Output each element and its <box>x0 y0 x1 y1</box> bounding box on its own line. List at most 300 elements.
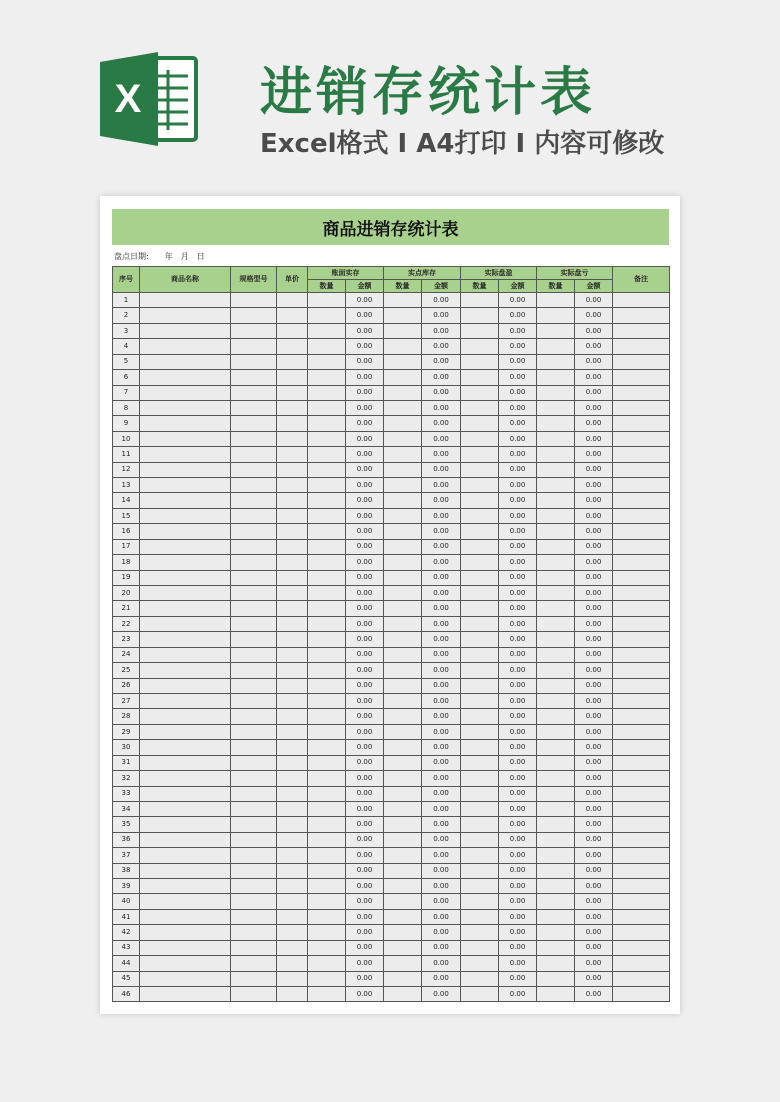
row-seq-cell[interactable]: 26 <box>113 678 140 693</box>
amount-cell[interactable]: 0.00 <box>422 447 461 462</box>
table-cell[interactable] <box>231 555 277 570</box>
table-cell[interactable] <box>537 385 575 400</box>
amount-cell[interactable]: 0.00 <box>575 586 613 601</box>
table-cell[interactable] <box>613 385 670 400</box>
amount-cell[interactable]: 0.00 <box>422 894 461 909</box>
table-cell[interactable] <box>277 786 308 801</box>
table-cell[interactable] <box>384 740 422 755</box>
table-cell[interactable] <box>537 616 575 631</box>
table-cell[interactable] <box>140 832 231 847</box>
amount-cell[interactable]: 0.00 <box>575 385 613 400</box>
table-cell[interactable] <box>384 693 422 708</box>
table-cell[interactable] <box>277 431 308 446</box>
amount-cell[interactable]: 0.00 <box>422 601 461 616</box>
table-cell[interactable] <box>613 755 670 770</box>
table-cell[interactable] <box>277 925 308 940</box>
table-cell[interactable] <box>537 986 575 1001</box>
table-cell[interactable] <box>140 570 231 585</box>
amount-cell[interactable]: 0.00 <box>422 740 461 755</box>
table-cell[interactable] <box>384 586 422 601</box>
table-cell[interactable] <box>277 771 308 786</box>
table-cell[interactable] <box>461 570 499 585</box>
table-cell[interactable] <box>384 601 422 616</box>
table-cell[interactable] <box>384 462 422 477</box>
table-cell[interactable] <box>231 909 277 924</box>
amount-cell[interactable]: 0.00 <box>346 801 384 816</box>
table-cell[interactable] <box>537 771 575 786</box>
table-cell[interactable] <box>461 493 499 508</box>
amount-cell[interactable]: 0.00 <box>499 293 537 308</box>
table-cell[interactable] <box>537 524 575 539</box>
table-cell[interactable] <box>537 832 575 847</box>
amount-cell[interactable]: 0.00 <box>422 693 461 708</box>
table-cell[interactable] <box>613 431 670 446</box>
amount-cell[interactable]: 0.00 <box>575 879 613 894</box>
amount-cell[interactable]: 0.00 <box>346 879 384 894</box>
row-seq-cell[interactable]: 13 <box>113 478 140 493</box>
table-cell[interactable] <box>277 724 308 739</box>
table-cell[interactable] <box>461 786 499 801</box>
amount-cell[interactable]: 0.00 <box>575 508 613 523</box>
amount-cell[interactable]: 0.00 <box>422 370 461 385</box>
amount-cell[interactable]: 0.00 <box>499 632 537 647</box>
table-cell[interactable] <box>140 616 231 631</box>
amount-cell[interactable]: 0.00 <box>346 416 384 431</box>
amount-cell[interactable]: 0.00 <box>422 863 461 878</box>
table-cell[interactable] <box>384 416 422 431</box>
row-seq-cell[interactable]: 5 <box>113 354 140 369</box>
table-cell[interactable] <box>461 709 499 724</box>
amount-cell[interactable]: 0.00 <box>346 632 384 647</box>
table-cell[interactable] <box>140 771 231 786</box>
table-cell[interactable] <box>384 339 422 354</box>
amount-cell[interactable]: 0.00 <box>575 940 613 955</box>
amount-cell[interactable]: 0.00 <box>575 724 613 739</box>
table-cell[interactable] <box>277 801 308 816</box>
amount-cell[interactable]: 0.00 <box>346 848 384 863</box>
amount-cell[interactable]: 0.00 <box>346 971 384 986</box>
table-cell[interactable] <box>461 801 499 816</box>
row-seq-cell[interactable]: 38 <box>113 863 140 878</box>
table-cell[interactable] <box>537 539 575 554</box>
amount-cell[interactable]: 0.00 <box>346 339 384 354</box>
table-cell[interactable] <box>537 940 575 955</box>
table-cell[interactable] <box>384 431 422 446</box>
table-cell[interactable] <box>384 956 422 971</box>
amount-cell[interactable]: 0.00 <box>499 755 537 770</box>
row-seq-cell[interactable]: 29 <box>113 724 140 739</box>
row-seq-cell[interactable]: 4 <box>113 339 140 354</box>
table-cell[interactable] <box>140 601 231 616</box>
table-cell[interactable] <box>231 385 277 400</box>
table-cell[interactable] <box>384 447 422 462</box>
table-cell[interactable] <box>140 693 231 708</box>
table-cell[interactable] <box>140 431 231 446</box>
table-cell[interactable] <box>308 539 346 554</box>
table-cell[interactable] <box>537 308 575 323</box>
table-cell[interactable] <box>140 416 231 431</box>
table-cell[interactable] <box>537 678 575 693</box>
table-cell[interactable] <box>308 971 346 986</box>
table-cell[interactable] <box>461 678 499 693</box>
table-cell[interactable] <box>384 555 422 570</box>
amount-cell[interactable]: 0.00 <box>422 817 461 832</box>
table-cell[interactable] <box>140 817 231 832</box>
table-cell[interactable] <box>231 632 277 647</box>
amount-cell[interactable]: 0.00 <box>575 817 613 832</box>
table-cell[interactable] <box>613 709 670 724</box>
amount-cell[interactable]: 0.00 <box>575 925 613 940</box>
row-seq-cell[interactable]: 2 <box>113 308 140 323</box>
amount-cell[interactable]: 0.00 <box>575 293 613 308</box>
row-seq-cell[interactable]: 8 <box>113 400 140 415</box>
row-seq-cell[interactable]: 9 <box>113 416 140 431</box>
table-cell[interactable] <box>277 370 308 385</box>
amount-cell[interactable]: 0.00 <box>346 832 384 847</box>
amount-cell[interactable]: 0.00 <box>499 308 537 323</box>
table-cell[interactable] <box>231 925 277 940</box>
amount-cell[interactable]: 0.00 <box>499 956 537 971</box>
table-cell[interactable] <box>537 663 575 678</box>
table-cell[interactable] <box>613 370 670 385</box>
table-cell[interactable] <box>231 740 277 755</box>
amount-cell[interactable]: 0.00 <box>575 709 613 724</box>
table-cell[interactable] <box>308 925 346 940</box>
row-seq-cell[interactable]: 39 <box>113 879 140 894</box>
table-cell[interactable] <box>308 447 346 462</box>
table-cell[interactable] <box>231 940 277 955</box>
table-cell[interactable] <box>384 663 422 678</box>
table-cell[interactable] <box>140 709 231 724</box>
table-cell[interactable] <box>308 724 346 739</box>
table-cell[interactable] <box>277 508 308 523</box>
table-cell[interactable] <box>537 817 575 832</box>
table-cell[interactable] <box>613 817 670 832</box>
table-cell[interactable] <box>277 524 308 539</box>
table-cell[interactable] <box>277 632 308 647</box>
row-seq-cell[interactable]: 41 <box>113 909 140 924</box>
amount-cell[interactable]: 0.00 <box>346 555 384 570</box>
amount-cell[interactable]: 0.00 <box>346 740 384 755</box>
table-cell[interactable] <box>537 956 575 971</box>
table-cell[interactable] <box>308 693 346 708</box>
table-cell[interactable] <box>308 678 346 693</box>
amount-cell[interactable]: 0.00 <box>422 678 461 693</box>
row-seq-cell[interactable]: 20 <box>113 586 140 601</box>
table-cell[interactable] <box>277 478 308 493</box>
amount-cell[interactable]: 0.00 <box>575 370 613 385</box>
table-cell[interactable] <box>384 308 422 323</box>
table-cell[interactable] <box>537 354 575 369</box>
table-cell[interactable] <box>277 323 308 338</box>
amount-cell[interactable]: 0.00 <box>499 323 537 338</box>
table-cell[interactable] <box>308 894 346 909</box>
amount-cell[interactable]: 0.00 <box>422 663 461 678</box>
table-cell[interactable] <box>384 570 422 585</box>
table-cell[interactable] <box>308 308 346 323</box>
table-cell[interactable] <box>461 555 499 570</box>
table-cell[interactable] <box>461 508 499 523</box>
table-cell[interactable] <box>461 385 499 400</box>
amount-cell[interactable]: 0.00 <box>575 308 613 323</box>
amount-cell[interactable]: 0.00 <box>499 940 537 955</box>
table-cell[interactable] <box>140 308 231 323</box>
amount-cell[interactable]: 0.00 <box>422 616 461 631</box>
table-cell[interactable] <box>231 832 277 847</box>
table-cell[interactable] <box>308 771 346 786</box>
amount-cell[interactable]: 0.00 <box>346 616 384 631</box>
table-cell[interactable] <box>613 493 670 508</box>
amount-cell[interactable]: 0.00 <box>575 478 613 493</box>
table-cell[interactable] <box>231 447 277 462</box>
table-cell[interactable] <box>231 986 277 1001</box>
row-seq-cell[interactable]: 31 <box>113 755 140 770</box>
table-cell[interactable] <box>308 940 346 955</box>
table-cell[interactable] <box>537 724 575 739</box>
table-cell[interactable] <box>613 724 670 739</box>
table-cell[interactable] <box>277 894 308 909</box>
table-cell[interactable] <box>537 801 575 816</box>
table-cell[interactable] <box>384 879 422 894</box>
table-cell[interactable] <box>277 293 308 308</box>
row-seq-cell[interactable]: 19 <box>113 570 140 585</box>
table-cell[interactable] <box>231 663 277 678</box>
table-cell[interactable] <box>613 956 670 971</box>
row-seq-cell[interactable]: 10 <box>113 431 140 446</box>
table-cell[interactable] <box>613 447 670 462</box>
amount-cell[interactable]: 0.00 <box>499 894 537 909</box>
table-cell[interactable] <box>140 385 231 400</box>
table-cell[interactable] <box>308 817 346 832</box>
table-cell[interactable] <box>461 478 499 493</box>
row-seq-cell[interactable]: 45 <box>113 971 140 986</box>
table-cell[interactable] <box>613 647 670 662</box>
amount-cell[interactable]: 0.00 <box>422 570 461 585</box>
table-cell[interactable] <box>308 508 346 523</box>
table-cell[interactable] <box>613 693 670 708</box>
amount-cell[interactable]: 0.00 <box>422 909 461 924</box>
row-seq-cell[interactable]: 6 <box>113 370 140 385</box>
table-cell[interactable] <box>140 632 231 647</box>
table-cell[interactable] <box>277 678 308 693</box>
amount-cell[interactable]: 0.00 <box>575 786 613 801</box>
amount-cell[interactable]: 0.00 <box>499 555 537 570</box>
table-cell[interactable] <box>140 663 231 678</box>
table-cell[interactable] <box>613 740 670 755</box>
table-cell[interactable] <box>461 524 499 539</box>
table-cell[interactable] <box>461 971 499 986</box>
table-cell[interactable] <box>384 632 422 647</box>
table-cell[interactable] <box>277 647 308 662</box>
table-cell[interactable] <box>308 647 346 662</box>
table-cell[interactable] <box>277 956 308 971</box>
table-cell[interactable] <box>384 786 422 801</box>
amount-cell[interactable]: 0.00 <box>346 693 384 708</box>
amount-cell[interactable]: 0.00 <box>499 447 537 462</box>
table-cell[interactable] <box>384 894 422 909</box>
table-cell[interactable] <box>231 431 277 446</box>
row-seq-cell[interactable]: 43 <box>113 940 140 955</box>
amount-cell[interactable]: 0.00 <box>499 709 537 724</box>
table-cell[interactable] <box>308 832 346 847</box>
amount-cell[interactable]: 0.00 <box>422 586 461 601</box>
table-cell[interactable] <box>384 400 422 415</box>
table-cell[interactable] <box>140 986 231 1001</box>
table-cell[interactable] <box>384 539 422 554</box>
table-cell[interactable] <box>308 879 346 894</box>
table-cell[interactable] <box>613 524 670 539</box>
table-cell[interactable] <box>613 879 670 894</box>
amount-cell[interactable]: 0.00 <box>346 956 384 971</box>
table-cell[interactable] <box>537 370 575 385</box>
table-cell[interactable] <box>537 647 575 662</box>
amount-cell[interactable]: 0.00 <box>422 323 461 338</box>
amount-cell[interactable]: 0.00 <box>346 586 384 601</box>
amount-cell[interactable]: 0.00 <box>575 400 613 415</box>
table-cell[interactable] <box>231 693 277 708</box>
amount-cell[interactable]: 0.00 <box>346 308 384 323</box>
table-cell[interactable] <box>613 555 670 570</box>
table-cell[interactable] <box>461 909 499 924</box>
table-cell[interactable] <box>384 971 422 986</box>
table-cell[interactable] <box>537 586 575 601</box>
table-cell[interactable] <box>613 925 670 940</box>
amount-cell[interactable]: 0.00 <box>499 524 537 539</box>
table-cell[interactable] <box>384 647 422 662</box>
table-cell[interactable] <box>537 478 575 493</box>
amount-cell[interactable]: 0.00 <box>346 447 384 462</box>
table-cell[interactable] <box>537 879 575 894</box>
table-cell[interactable] <box>308 755 346 770</box>
table-cell[interactable] <box>231 863 277 878</box>
table-cell[interactable] <box>140 755 231 770</box>
table-cell[interactable] <box>384 385 422 400</box>
table-cell[interactable] <box>461 832 499 847</box>
table-cell[interactable] <box>231 508 277 523</box>
table-cell[interactable] <box>231 755 277 770</box>
row-seq-cell[interactable]: 36 <box>113 832 140 847</box>
amount-cell[interactable]: 0.00 <box>499 431 537 446</box>
amount-cell[interactable]: 0.00 <box>575 447 613 462</box>
amount-cell[interactable]: 0.00 <box>575 894 613 909</box>
amount-cell[interactable]: 0.00 <box>499 879 537 894</box>
row-seq-cell[interactable]: 22 <box>113 616 140 631</box>
amount-cell[interactable]: 0.00 <box>575 354 613 369</box>
table-cell[interactable] <box>384 354 422 369</box>
table-cell[interactable] <box>613 771 670 786</box>
table-cell[interactable] <box>231 354 277 369</box>
table-cell[interactable] <box>140 323 231 338</box>
table-cell[interactable] <box>231 616 277 631</box>
table-cell[interactable] <box>308 354 346 369</box>
table-cell[interactable] <box>308 339 346 354</box>
table-cell[interactable] <box>537 400 575 415</box>
amount-cell[interactable]: 0.00 <box>346 817 384 832</box>
table-cell[interactable] <box>308 293 346 308</box>
table-cell[interactable] <box>461 740 499 755</box>
row-seq-cell[interactable]: 23 <box>113 632 140 647</box>
table-cell[interactable] <box>384 678 422 693</box>
table-cell[interactable] <box>613 478 670 493</box>
table-cell[interactable] <box>613 570 670 585</box>
amount-cell[interactable]: 0.00 <box>346 940 384 955</box>
table-cell[interactable] <box>613 539 670 554</box>
table-cell[interactable] <box>308 616 346 631</box>
table-cell[interactable] <box>308 986 346 1001</box>
table-cell[interactable] <box>231 478 277 493</box>
amount-cell[interactable]: 0.00 <box>422 293 461 308</box>
table-cell[interactable] <box>613 832 670 847</box>
table-cell[interactable] <box>613 940 670 955</box>
amount-cell[interactable]: 0.00 <box>499 817 537 832</box>
row-seq-cell[interactable]: 28 <box>113 709 140 724</box>
table-cell[interactable] <box>140 370 231 385</box>
row-seq-cell[interactable]: 11 <box>113 447 140 462</box>
amount-cell[interactable]: 0.00 <box>422 709 461 724</box>
table-cell[interactable] <box>277 879 308 894</box>
table-cell[interactable] <box>277 909 308 924</box>
table-cell[interactable] <box>461 693 499 708</box>
table-cell[interactable] <box>308 385 346 400</box>
table-cell[interactable] <box>231 771 277 786</box>
table-cell[interactable] <box>308 632 346 647</box>
table-cell[interactable] <box>231 586 277 601</box>
amount-cell[interactable]: 0.00 <box>499 863 537 878</box>
table-cell[interactable] <box>277 586 308 601</box>
table-cell[interactable] <box>231 786 277 801</box>
table-cell[interactable] <box>461 616 499 631</box>
table-cell[interactable] <box>384 771 422 786</box>
amount-cell[interactable]: 0.00 <box>346 508 384 523</box>
table-cell[interactable] <box>231 323 277 338</box>
table-cell[interactable] <box>308 323 346 338</box>
amount-cell[interactable]: 0.00 <box>575 771 613 786</box>
row-seq-cell[interactable]: 40 <box>113 894 140 909</box>
table-cell[interactable] <box>384 817 422 832</box>
table-cell[interactable] <box>461 400 499 415</box>
table-cell[interactable] <box>537 848 575 863</box>
table-cell[interactable] <box>277 339 308 354</box>
table-cell[interactable] <box>277 863 308 878</box>
table-cell[interactable] <box>384 925 422 940</box>
table-cell[interactable] <box>384 863 422 878</box>
table-cell[interactable] <box>277 447 308 462</box>
amount-cell[interactable]: 0.00 <box>575 616 613 631</box>
amount-cell[interactable]: 0.00 <box>422 416 461 431</box>
table-cell[interactable] <box>537 709 575 724</box>
amount-cell[interactable]: 0.00 <box>346 986 384 1001</box>
amount-cell[interactable]: 0.00 <box>346 909 384 924</box>
amount-cell[interactable]: 0.00 <box>499 539 537 554</box>
table-cell[interactable] <box>140 909 231 924</box>
amount-cell[interactable]: 0.00 <box>575 416 613 431</box>
amount-cell[interactable]: 0.00 <box>499 771 537 786</box>
table-cell[interactable] <box>277 616 308 631</box>
table-cell[interactable] <box>613 909 670 924</box>
amount-cell[interactable]: 0.00 <box>422 632 461 647</box>
amount-cell[interactable]: 0.00 <box>422 462 461 477</box>
amount-cell[interactable]: 0.00 <box>575 971 613 986</box>
table-cell[interactable] <box>537 925 575 940</box>
table-cell[interactable] <box>613 848 670 863</box>
table-cell[interactable] <box>308 786 346 801</box>
amount-cell[interactable]: 0.00 <box>575 678 613 693</box>
table-cell[interactable] <box>277 493 308 508</box>
table-cell[interactable] <box>384 848 422 863</box>
table-cell[interactable] <box>384 709 422 724</box>
table-cell[interactable] <box>613 586 670 601</box>
amount-cell[interactable]: 0.00 <box>422 786 461 801</box>
